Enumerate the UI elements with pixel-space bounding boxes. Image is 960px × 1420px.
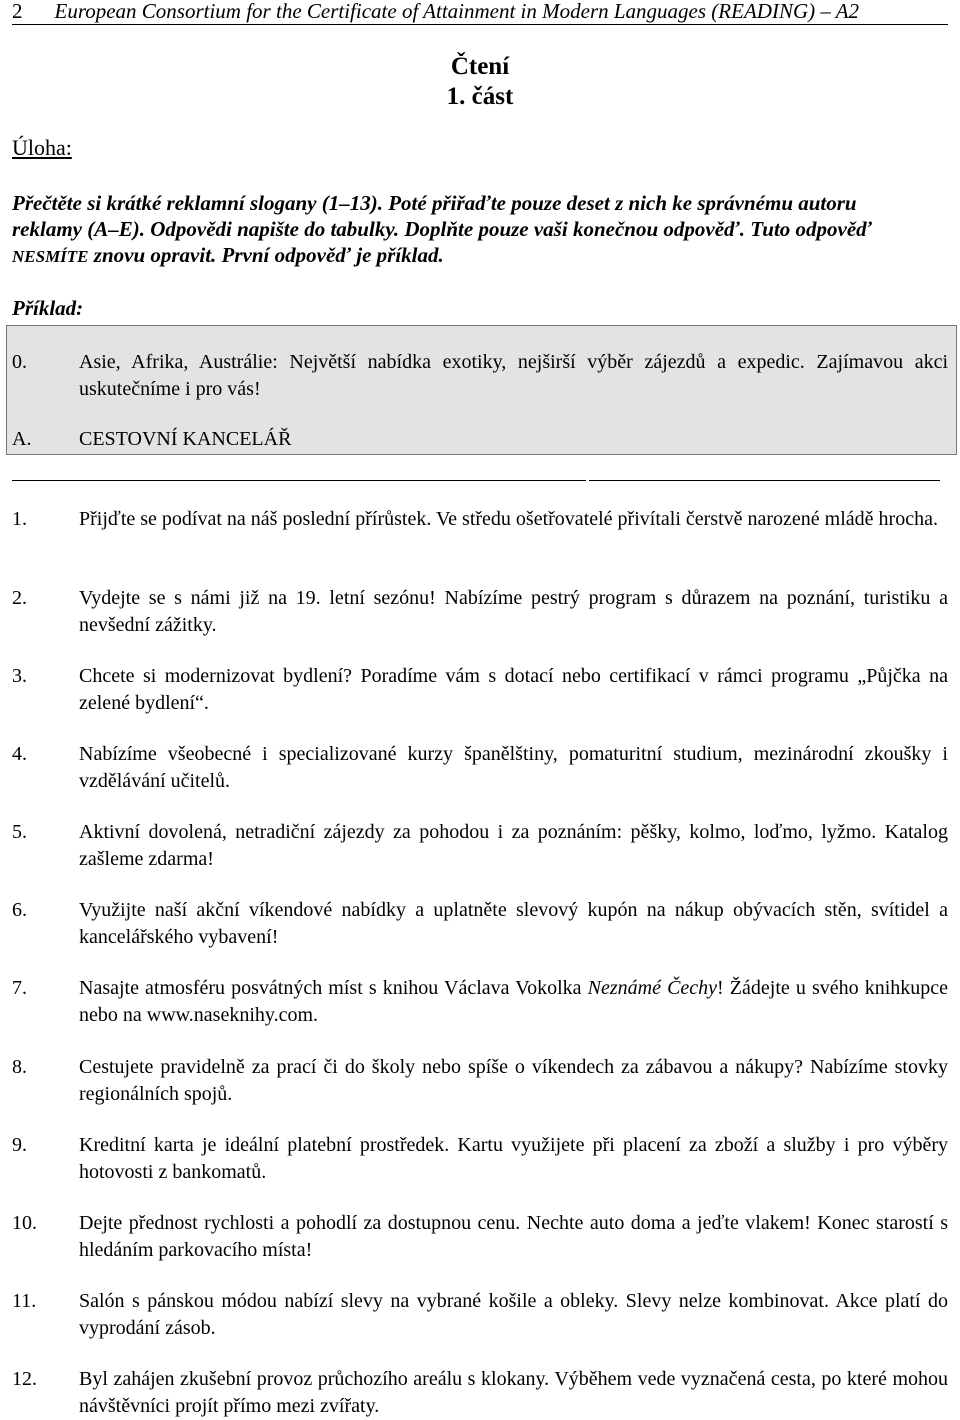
- divider-gap: [586, 479, 589, 482]
- item-text: Kreditní karta je ideální platební prostředek. Kartu využijete při placení za zboží a služby i pro výběry hotovosti z bankomatů.: [79, 1134, 948, 1183]
- instructions-line-rest: znovu opravit. První odpověď je příklad.: [88, 243, 444, 267]
- item-text: Aktivní dovolená, netradiční zájezdy za pohodou i za poznáním: pěšky, kolmo, loďmo, lyžmo. Katalog zašleme zdarma!: [79, 821, 948, 870]
- list-item: [12, 741, 948, 795]
- item-number: 3.: [12, 665, 27, 687]
- item-number: 11.: [12, 1290, 37, 1312]
- instructions-line: [12, 242, 948, 270]
- section-subtitle: 1. část: [446, 83, 514, 110]
- item-text: Dejte přednost rychlosti a pohodlí za dostupnou cenu. Nechte auto doma a jeďte vlakem! Konec starostí s hledáním parkovacího místa!: [79, 1212, 948, 1261]
- example-answer: [12, 426, 948, 453]
- answer-letter: A.: [12, 428, 32, 450]
- item-number: 9.: [12, 1134, 27, 1156]
- item-text: Salón s pánskou módou nabízí slevy na vybrané košile a obleky. Slevy nelze kombinovat. Akce platí do vyprodání zásob.: [79, 1290, 948, 1339]
- page-number: 2: [12, 0, 23, 23]
- list-item: [12, 1054, 948, 1108]
- item-text: Cestujete pravidelně za prací či do školy nebo spíše o víkendech za zábavou a nákupy? Nabízíme stovky regionálních spojů.: [79, 1056, 948, 1105]
- answer-text: CESTOVNÍ KANCELÁŘ: [79, 428, 292, 450]
- item-text: Nabízíme všeobecné i specializované kurzy španělštiny, pomaturitní studium, mezinárodní zkoušky i vzdělávání učitelů.: [79, 743, 948, 792]
- task-instructions: [12, 190, 948, 270]
- item-text: Byl zahájen zkušební provoz průchozího areálu s klokany. Výběhem vede vyznačená cesta, po které mohou návštěvníci projít přímo mezi zvířaty.: [79, 1368, 948, 1417]
- item-number: 12.: [12, 1368, 37, 1390]
- item-number: 5.: [12, 821, 27, 843]
- instructions-caps: NESMÍTE: [12, 247, 89, 266]
- item-text-part: ! Žádejte u svého knihkupce nebo na www.naseknihy.com.: [79, 977, 949, 1026]
- item-text: [79, 975, 948, 1029]
- item-number: 10.: [12, 1212, 37, 1234]
- list-item: [12, 1366, 948, 1420]
- task-label: Úloha:: [12, 135, 72, 160]
- example-item: [12, 349, 948, 403]
- list-item: [12, 1132, 948, 1186]
- list-item: [12, 663, 948, 717]
- item-number: 6.: [12, 899, 27, 921]
- instructions-line: Přečtěte si krátké reklamní slogany (1–13). Poté přiřaďte pouze deset z nich ke správnému autoru: [12, 191, 857, 215]
- divider-line: [12, 480, 940, 481]
- item-text: Přijďte se podívat na náš poslední přírůstek. Ve středu ošetřovatelé přivítali čerstvě narozené mládě hrocha.: [79, 508, 938, 530]
- item-text-part: Nasajte atmosféru posvátných míst s knihou Václava Vokolka: [79, 977, 588, 999]
- list-item: [12, 1288, 948, 1342]
- instructions-line: reklamy (A–E). Odpovědi napište do tabulky. Doplňte pouze vaši konečnou odpověď. Tuto odpověď: [12, 217, 872, 241]
- item-number: 4.: [12, 743, 27, 765]
- header-title: European Consortium for the Certificate of Attainment in Modern Languages (READING) – A2: [54, 0, 860, 23]
- page-header: [12, 0, 948, 25]
- item-number: 1.: [12, 508, 27, 530]
- item-number: 7.: [12, 977, 27, 999]
- item-number: 2.: [12, 587, 27, 609]
- list-item: [12, 506, 948, 533]
- item-text: Vydejte se s námi již na 19. letní sezónu! Nabízíme pestrý program s důrazem na poznání, turistiku a nevšední zážitky.: [79, 587, 948, 636]
- list-item: [12, 585, 948, 639]
- list-item: [12, 819, 948, 873]
- list-item: [12, 975, 948, 1029]
- item-number: 0.: [12, 351, 27, 373]
- item-number: 8.: [12, 1056, 27, 1078]
- list-item: [12, 897, 948, 951]
- item-text: Využijte naší akční víkendové nabídky a uplatněte slevový kupón na nákup obývacích stěn, svítidel a kancelářského vybavení!: [79, 899, 948, 948]
- book-title: Neznámé Čechy: [587, 977, 718, 999]
- section-title: Čtení: [450, 53, 510, 80]
- item-text: Asie, Afrika, Austrálie: Největší nabídka exotiky, nejširší výběr zájezdů a expedic. Zajímavou akci uskutečníme i pro vás!: [79, 351, 948, 400]
- list-item: [12, 1210, 948, 1264]
- example-label: Příklad:: [12, 296, 84, 320]
- item-text: Chcete si modernizovat bydlení? Poradíme vám s dotací nebo certifikací v rámci programu „Půjčka na zelené bydlení“.: [79, 665, 948, 714]
